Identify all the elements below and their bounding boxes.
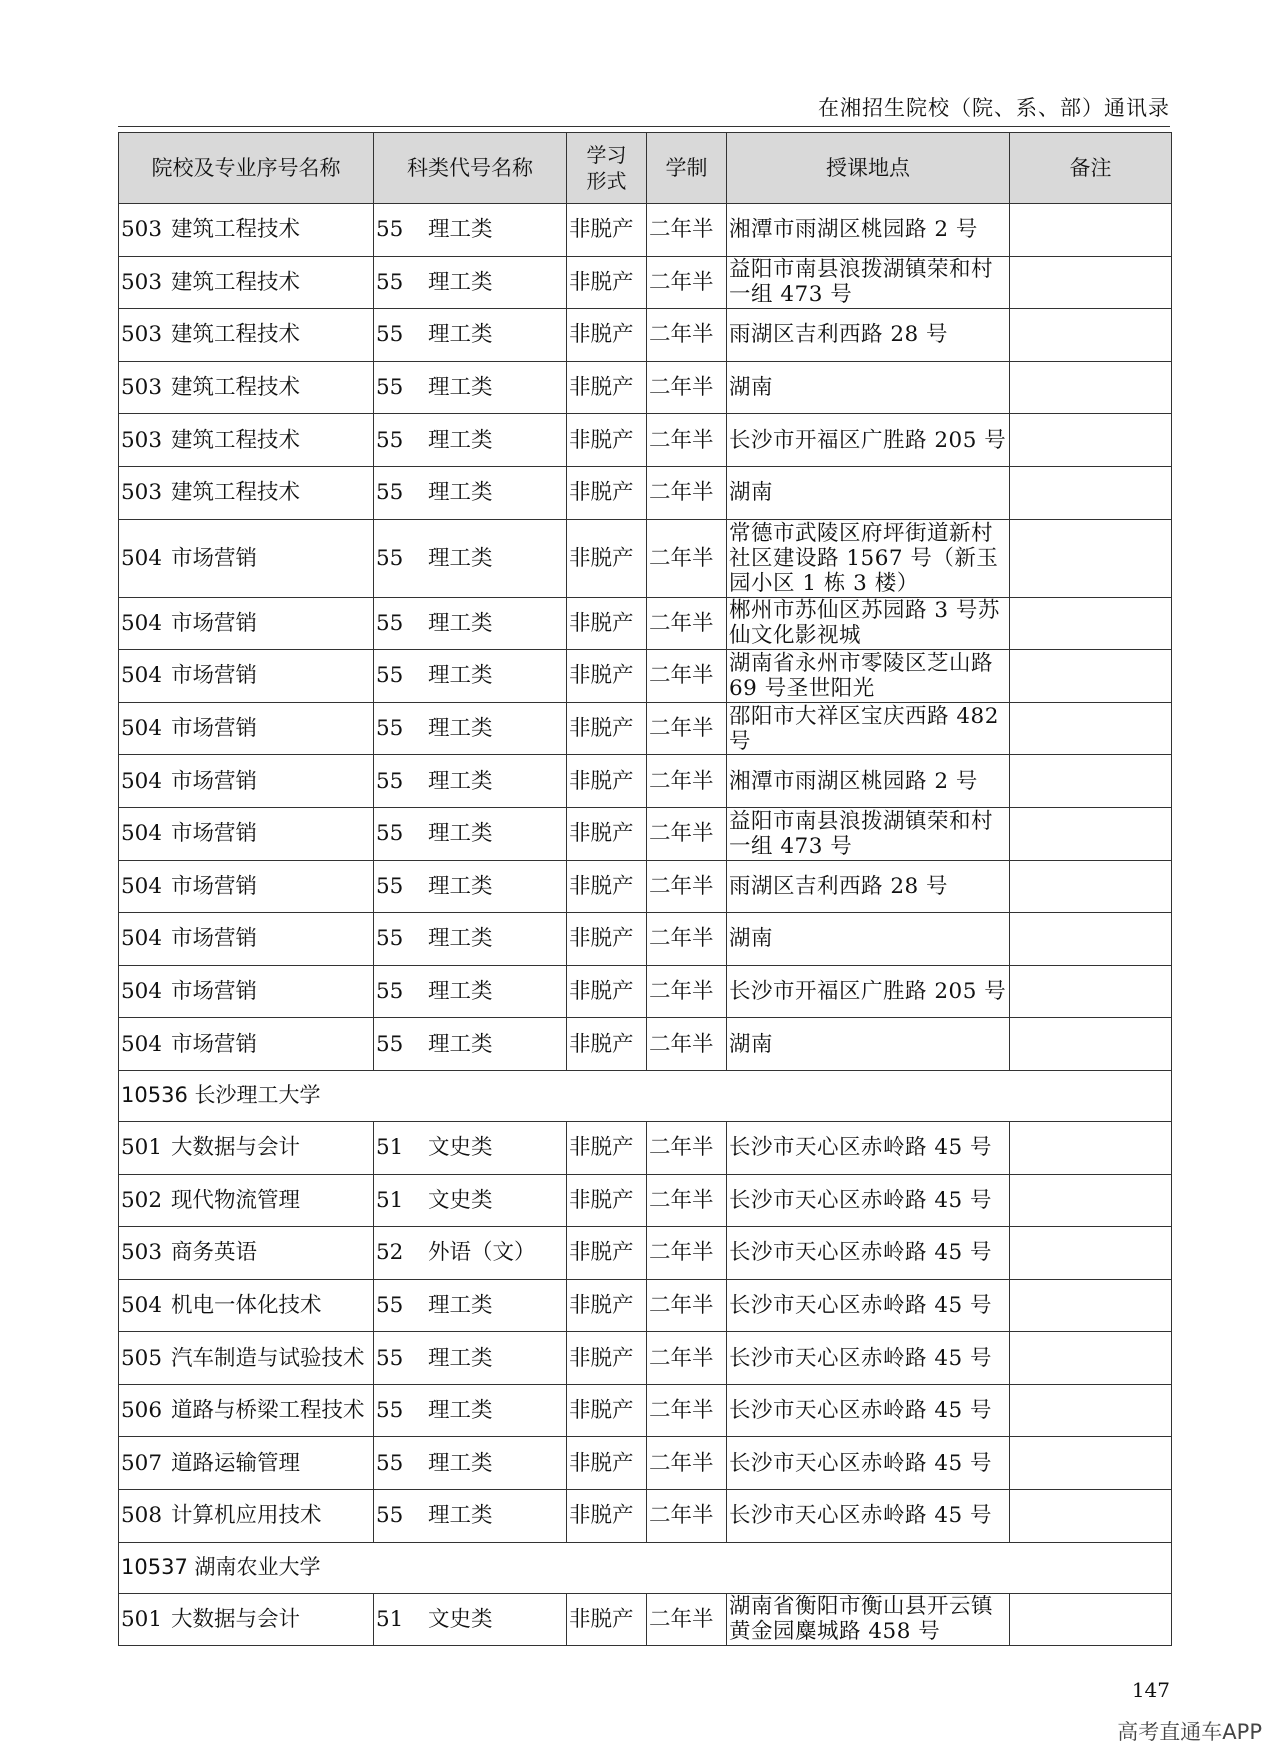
category-name: 文史类 — [428, 1187, 493, 1213]
duration-cell: 二年半 — [647, 597, 727, 650]
header-duration: 学制 — [647, 133, 727, 204]
note-cell — [1010, 1437, 1172, 1490]
category-name: 理工类 — [428, 1292, 493, 1318]
note-cell — [1010, 860, 1172, 913]
major-code: 503 — [121, 375, 163, 401]
category-cell — [374, 204, 567, 257]
major-name: 市场营销 — [171, 545, 258, 571]
category-cell — [374, 256, 567, 309]
major-name: 市场营销 — [171, 979, 258, 1005]
table-row — [119, 755, 1172, 808]
table-row — [119, 1174, 1172, 1227]
study-form-cell: 非脱产 — [567, 1227, 647, 1280]
major-cell — [119, 519, 374, 597]
study-form-cell: 非脱产 — [567, 1593, 647, 1646]
note-cell — [1010, 650, 1172, 703]
header-note: 备注 — [1010, 133, 1172, 204]
note-cell — [1010, 1384, 1172, 1437]
category-code: 51 — [376, 1135, 404, 1161]
category-code: 51 — [376, 1606, 404, 1632]
note-cell — [1010, 755, 1172, 808]
category-code: 55 — [376, 979, 404, 1005]
location-cell: 长沙市天心区赤岭路 45 号 — [727, 1490, 1010, 1543]
major-cell — [119, 1018, 374, 1071]
major-name: 现代物流管理 — [171, 1187, 301, 1213]
duration-cell: 二年半 — [647, 755, 727, 808]
category-name: 理工类 — [428, 768, 493, 794]
note-cell — [1010, 1018, 1172, 1071]
category-code: 55 — [376, 821, 404, 847]
major-cell — [119, 1490, 374, 1543]
table-row — [119, 414, 1172, 467]
category-code: 55 — [376, 375, 404, 401]
category-cell — [374, 1332, 567, 1385]
category-cell — [374, 755, 567, 808]
location-cell: 长沙市天心区赤岭路 45 号 — [727, 1279, 1010, 1332]
table-row — [119, 1227, 1172, 1280]
study-form-cell: 非脱产 — [567, 1384, 647, 1437]
major-cell — [119, 702, 374, 755]
location-cell: 郴州市苏仙区苏园路 3 号苏仙文化影视城 — [727, 597, 1010, 650]
note-cell — [1010, 256, 1172, 309]
major-name: 建筑工程技术 — [171, 217, 301, 243]
major-code: 504 — [121, 545, 163, 571]
table-row — [119, 466, 1172, 519]
table-row — [119, 204, 1172, 257]
major-code: 508 — [121, 1503, 163, 1529]
category-cell — [374, 860, 567, 913]
duration-cell: 二年半 — [647, 1279, 727, 1332]
major-code: 504 — [121, 610, 163, 636]
table-row — [119, 807, 1172, 860]
study-form-cell: 非脱产 — [567, 755, 647, 808]
location-cell: 湘潭市雨湖区桃园路 2 号 — [727, 204, 1010, 257]
major-code: 504 — [121, 768, 163, 794]
location-cell: 长沙市天心区赤岭路 45 号 — [727, 1384, 1010, 1437]
major-cell — [119, 1227, 374, 1280]
study-form-cell: 非脱产 — [567, 860, 647, 913]
category-code: 55 — [376, 1031, 404, 1057]
category-cell — [374, 650, 567, 703]
major-cell — [119, 1593, 374, 1646]
major-code: 504 — [121, 663, 163, 689]
table-header-row — [119, 133, 1172, 204]
category-cell — [374, 519, 567, 597]
note-cell — [1010, 519, 1172, 597]
category-name: 理工类 — [428, 1031, 493, 1057]
major-code: 503 — [121, 480, 163, 506]
location-cell: 雨湖区吉利西路 28 号 — [727, 309, 1010, 362]
major-cell — [119, 204, 374, 257]
category-name: 理工类 — [428, 1398, 493, 1424]
duration-cell: 二年半 — [647, 204, 727, 257]
major-name: 道路与桥梁工程技术 — [171, 1398, 365, 1424]
location-cell: 雨湖区吉利西路 28 号 — [727, 860, 1010, 913]
duration-cell: 二年半 — [647, 1490, 727, 1543]
major-name: 计算机应用技术 — [171, 1503, 322, 1529]
location-cell: 湖南省衡阳市衡山县开云镇黄金园麋城路 458 号 — [727, 1593, 1010, 1646]
major-cell — [119, 361, 374, 414]
duration-cell: 二年半 — [647, 256, 727, 309]
duration-cell: 二年半 — [647, 1332, 727, 1385]
major-cell — [119, 1332, 374, 1385]
category-code: 55 — [376, 610, 404, 636]
duration-cell: 二年半 — [647, 1593, 727, 1646]
category-code: 55 — [376, 269, 404, 295]
location-cell: 益阳市南县浪拨湖镇荣和村一组 473 号 — [727, 256, 1010, 309]
category-cell — [374, 1490, 567, 1543]
category-code: 55 — [376, 1398, 404, 1424]
major-name: 道路运输管理 — [171, 1450, 301, 1476]
table-row — [119, 1332, 1172, 1385]
major-name: 建筑工程技术 — [171, 269, 301, 295]
category-cell — [374, 414, 567, 467]
category-name: 理工类 — [428, 716, 493, 742]
table-row — [119, 1437, 1172, 1490]
table-row — [119, 256, 1172, 309]
duration-cell: 二年半 — [647, 860, 727, 913]
major-code: 503 — [121, 322, 163, 348]
major-cell — [119, 1384, 374, 1437]
category-code: 55 — [376, 1292, 404, 1318]
table-row — [119, 860, 1172, 913]
note-cell — [1010, 702, 1172, 755]
category-code: 55 — [376, 1345, 404, 1371]
study-form-cell: 非脱产 — [567, 650, 647, 703]
study-form-cell: 非脱产 — [567, 414, 647, 467]
major-code: 504 — [121, 979, 163, 1005]
table-row — [119, 597, 1172, 650]
category-cell — [374, 702, 567, 755]
location-cell: 益阳市南县浪拨湖镇荣和村一组 473 号 — [727, 807, 1010, 860]
header-category: 科类代号名称 — [374, 133, 567, 204]
duration-cell: 二年半 — [647, 702, 727, 755]
major-cell — [119, 755, 374, 808]
table-row — [119, 702, 1172, 755]
duration-cell: 二年半 — [647, 1121, 727, 1174]
category-cell — [374, 913, 567, 966]
major-cell — [119, 309, 374, 362]
location-cell: 邵阳市大祥区宝庆西路 482 号 — [727, 702, 1010, 755]
study-form-cell: 非脱产 — [567, 204, 647, 257]
header-study-form — [567, 133, 647, 204]
category-code: 55 — [376, 1450, 404, 1476]
category-name: 理工类 — [428, 375, 493, 401]
duration-cell: 二年半 — [647, 361, 727, 414]
major-name: 汽车制造与试验技术 — [171, 1345, 365, 1371]
duration-cell: 二年半 — [647, 1174, 727, 1227]
major-code: 503 — [121, 217, 163, 243]
directory-table — [118, 132, 1172, 1646]
table-row — [119, 965, 1172, 1018]
duration-cell: 二年半 — [647, 650, 727, 703]
major-code: 503 — [121, 269, 163, 295]
category-cell — [374, 597, 567, 650]
note-cell — [1010, 1227, 1172, 1280]
study-form-cell: 非脱产 — [567, 519, 647, 597]
location-cell: 长沙市天心区赤岭路 45 号 — [727, 1437, 1010, 1490]
category-name: 理工类 — [428, 979, 493, 1005]
study-form-cell: 非脱产 — [567, 1121, 647, 1174]
table-body — [119, 204, 1172, 1646]
major-code: 504 — [121, 873, 163, 899]
duration-cell: 二年半 — [647, 466, 727, 519]
study-form-cell: 非脱产 — [567, 1018, 647, 1071]
institution-row — [119, 1542, 1172, 1593]
category-name: 文史类 — [428, 1606, 493, 1632]
note-cell — [1010, 414, 1172, 467]
major-name: 市场营销 — [171, 926, 258, 952]
category-cell — [374, 965, 567, 1018]
study-form-cell: 非脱产 — [567, 1490, 647, 1543]
duration-cell: 二年半 — [647, 965, 727, 1018]
major-name: 建筑工程技术 — [171, 322, 301, 348]
category-code: 55 — [376, 545, 404, 571]
study-form-cell: 非脱产 — [567, 309, 647, 362]
major-name: 市场营销 — [171, 821, 258, 847]
table-row — [119, 1018, 1172, 1071]
category-cell — [374, 1174, 567, 1227]
major-name: 机电一体化技术 — [171, 1292, 322, 1318]
category-code: 55 — [376, 768, 404, 794]
major-name: 建筑工程技术 — [171, 427, 301, 453]
category-cell — [374, 1121, 567, 1174]
location-cell: 湖南省永州市零陵区芝山路 69 号圣世阳光 — [727, 650, 1010, 703]
note-cell — [1010, 361, 1172, 414]
duration-cell: 二年半 — [647, 309, 727, 362]
duration-cell: 二年半 — [647, 1437, 727, 1490]
duration-cell: 二年半 — [647, 1227, 727, 1280]
header-rule — [118, 126, 1170, 127]
note-cell — [1010, 1174, 1172, 1227]
study-form-cell: 非脱产 — [567, 1174, 647, 1227]
major-name: 商务英语 — [171, 1240, 258, 1266]
category-code: 55 — [376, 217, 404, 243]
study-form-cell: 非脱产 — [567, 1332, 647, 1385]
category-code: 55 — [376, 322, 404, 348]
category-code: 55 — [376, 926, 404, 952]
table-row — [119, 1279, 1172, 1332]
major-code: 507 — [121, 1450, 163, 1476]
table-row — [119, 1593, 1172, 1646]
major-code: 503 — [121, 427, 163, 453]
table-row — [119, 1384, 1172, 1437]
note-cell — [1010, 1490, 1172, 1543]
note-cell — [1010, 965, 1172, 1018]
category-code: 52 — [376, 1240, 404, 1266]
major-name: 市场营销 — [171, 610, 258, 636]
study-form-cell: 非脱产 — [567, 807, 647, 860]
major-cell — [119, 414, 374, 467]
category-cell — [374, 309, 567, 362]
major-cell — [119, 860, 374, 913]
table-row — [119, 309, 1172, 362]
location-cell: 长沙市天心区赤岭路 45 号 — [727, 1332, 1010, 1385]
study-form-cell: 非脱产 — [567, 965, 647, 1018]
major-cell — [119, 1279, 374, 1332]
category-code: 55 — [376, 663, 404, 689]
category-code: 55 — [376, 1503, 404, 1529]
category-name: 理工类 — [428, 269, 493, 295]
major-name: 市场营销 — [171, 1031, 258, 1057]
category-cell — [374, 807, 567, 860]
duration-cell: 二年半 — [647, 414, 727, 467]
category-cell — [374, 361, 567, 414]
study-form-cell: 非脱产 — [567, 361, 647, 414]
major-cell — [119, 1121, 374, 1174]
category-code: 55 — [376, 873, 404, 899]
major-cell — [119, 965, 374, 1018]
category-name: 理工类 — [428, 663, 493, 689]
table-row — [119, 361, 1172, 414]
category-name: 理工类 — [428, 1450, 493, 1476]
location-cell: 湖南 — [727, 1018, 1010, 1071]
major-cell — [119, 650, 374, 703]
major-code: 504 — [121, 821, 163, 847]
note-cell — [1010, 913, 1172, 966]
major-name: 市场营销 — [171, 663, 258, 689]
duration-cell: 二年半 — [647, 1384, 727, 1437]
category-name: 文史类 — [428, 1135, 493, 1161]
institution-name: 10536 长沙理工大学 — [119, 1070, 1172, 1121]
institution-row — [119, 1070, 1172, 1121]
study-form-cell: 非脱产 — [567, 256, 647, 309]
major-name: 大数据与会计 — [171, 1135, 301, 1161]
location-cell: 长沙市开福区广胜路 205 号 — [727, 414, 1010, 467]
major-code: 504 — [121, 716, 163, 742]
header-major: 院校及专业序号名称 — [119, 133, 374, 204]
category-cell — [374, 1227, 567, 1280]
major-code: 504 — [121, 1031, 163, 1057]
major-cell — [119, 597, 374, 650]
table-row — [119, 519, 1172, 597]
category-name: 理工类 — [428, 427, 493, 453]
major-name: 市场营销 — [171, 768, 258, 794]
major-code: 503 — [121, 1240, 163, 1266]
note-cell — [1010, 1279, 1172, 1332]
category-name: 理工类 — [428, 1503, 493, 1529]
duration-cell: 二年半 — [647, 519, 727, 597]
category-name: 理工类 — [428, 480, 493, 506]
watermark: 高考直通车APP — [1117, 1720, 1262, 1744]
major-name: 建筑工程技术 — [171, 375, 301, 401]
duration-cell: 二年半 — [647, 1018, 727, 1071]
category-cell — [374, 1279, 567, 1332]
note-cell — [1010, 466, 1172, 519]
major-code: 506 — [121, 1398, 163, 1424]
table-row — [119, 1490, 1172, 1543]
category-name: 理工类 — [428, 926, 493, 952]
major-code: 505 — [121, 1345, 163, 1371]
note-cell — [1010, 309, 1172, 362]
category-code: 51 — [376, 1187, 404, 1213]
running-head: 在湘招生院校（院、系、部）通讯录 — [818, 96, 1170, 120]
category-name: 理工类 — [428, 1345, 493, 1371]
study-form-cell: 非脱产 — [567, 1279, 647, 1332]
study-form-cell: 非脱产 — [567, 597, 647, 650]
location-cell: 湖南 — [727, 913, 1010, 966]
location-cell: 常德市武陵区府坪街道新村社区建设路 1567 号（新玉园小区 1 栋 3 楼） — [727, 519, 1010, 597]
major-name: 建筑工程技术 — [171, 480, 301, 506]
page-number: 147 — [1131, 1678, 1170, 1702]
study-form-cell: 非脱产 — [567, 466, 647, 519]
category-name: 理工类 — [428, 217, 493, 243]
major-name: 市场营销 — [171, 716, 258, 742]
location-cell: 长沙市天心区赤岭路 45 号 — [727, 1121, 1010, 1174]
study-form-cell: 非脱产 — [567, 702, 647, 755]
location-cell: 湖南 — [727, 361, 1010, 414]
location-cell: 长沙市开福区广胜路 205 号 — [727, 965, 1010, 1018]
location-cell: 长沙市天心区赤岭路 45 号 — [727, 1174, 1010, 1227]
duration-cell: 二年半 — [647, 913, 727, 966]
note-cell — [1010, 1121, 1172, 1174]
major-code: 501 — [121, 1135, 163, 1161]
category-code: 55 — [376, 716, 404, 742]
major-cell — [119, 807, 374, 860]
note-cell — [1010, 597, 1172, 650]
category-code: 55 — [376, 427, 404, 453]
location-cell: 湖南 — [727, 466, 1010, 519]
major-name: 市场营销 — [171, 873, 258, 899]
category-cell — [374, 1437, 567, 1490]
study-form-cell: 非脱产 — [567, 1437, 647, 1490]
table-row — [119, 1121, 1172, 1174]
major-code: 501 — [121, 1606, 163, 1632]
category-name: 理工类 — [428, 545, 493, 571]
major-cell — [119, 913, 374, 966]
major-cell — [119, 1437, 374, 1490]
category-cell — [374, 1018, 567, 1071]
major-code: 504 — [121, 926, 163, 952]
major-code: 504 — [121, 1292, 163, 1318]
note-cell — [1010, 1332, 1172, 1385]
duration-cell: 二年半 — [647, 807, 727, 860]
category-name: 外语（文） — [428, 1240, 536, 1266]
study-form-cell: 非脱产 — [567, 913, 647, 966]
major-cell — [119, 1174, 374, 1227]
note-cell — [1010, 204, 1172, 257]
category-cell — [374, 1593, 567, 1646]
major-name: 大数据与会计 — [171, 1606, 301, 1632]
category-name: 理工类 — [428, 821, 493, 847]
institution-name: 10537 湖南农业大学 — [119, 1542, 1172, 1593]
category-cell — [374, 1384, 567, 1437]
major-cell — [119, 466, 374, 519]
header-location: 授课地点 — [727, 133, 1010, 204]
category-name: 理工类 — [428, 873, 493, 899]
major-code: 502 — [121, 1187, 163, 1213]
location-cell: 长沙市天心区赤岭路 45 号 — [727, 1227, 1010, 1280]
category-name: 理工类 — [428, 322, 493, 348]
note-cell — [1010, 1593, 1172, 1646]
header-study-form-text: 学习形式 — [586, 143, 627, 193]
table-row — [119, 650, 1172, 703]
category-name: 理工类 — [428, 610, 493, 636]
category-code: 55 — [376, 480, 404, 506]
major-cell — [119, 256, 374, 309]
category-cell — [374, 466, 567, 519]
note-cell — [1010, 807, 1172, 860]
table-row — [119, 913, 1172, 966]
location-cell: 湘潭市雨湖区桃园路 2 号 — [727, 755, 1010, 808]
